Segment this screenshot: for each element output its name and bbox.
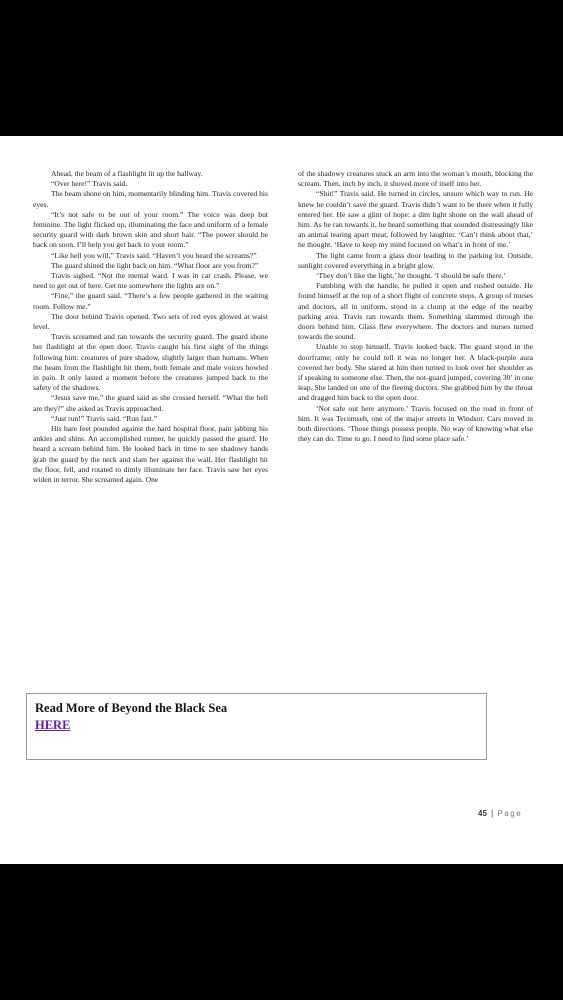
paragraph: Travis screamed and ran towards the security guard. The guard shone her flashlight at the open door. Travis caught his first sight of the things following him: creatures of pure shadow, slightly larger than humans. When the beam from the flashlight hit them, both female and male voices howled in pain. It only lasted a moment before the creatures jumped back to the safety of the shadows. <box>33 332 268 393</box>
paragraph: The light came from a glass door leading to the parking lot. Outside, sunlight covered everything in a bright glow. <box>298 250 533 270</box>
paragraph: “Fine,” the guard said. “There’s a few people gathered in the waiting room. Follow me.” <box>33 291 268 311</box>
read-more-box <box>26 693 487 760</box>
paragraph: ‘They don’t like the light,’ he thought. ‘I should be safe there.’ <box>316 271 506 281</box>
left-column <box>33 169 268 485</box>
paragraph: of the shadowy creatures stuck an arm into the woman’s mouth, blocking the scream. Then, inch by inch, it shoved more of itself into her. <box>298 169 533 189</box>
paragraph: Fumbling with the handle, he pulled it open and rushed outside. He found himself at the top of a short flight of concrete steps. A group of nurses and doctors, all in uniform, stood in a clump at the edge of the nearby parking area. Travis ran towards them. Something slammed through the doors behind him. Glass flew everywhere. The doctors and nurses turned towards the sound. <box>298 281 533 342</box>
paragraph: “Over here!” Travis said. <box>51 179 128 189</box>
page-number <box>478 809 522 818</box>
paragraph: The guard shined the light back on him. “What floor are you from?” <box>51 260 259 270</box>
right-column <box>298 169 533 444</box>
paragraph: The beam shone on him, momentarily blinding him. Travis covered his eyes. <box>33 189 268 209</box>
read-more-title: Read More of Beyond the Black Sea <box>35 701 228 715</box>
page-label: Page <box>497 809 523 818</box>
page-number-separator: | <box>491 809 494 818</box>
paragraph: “Shit!” Travis said. He turned in circles, unsure which way to run. He knew he couldn’t save the guard. Travis didn’t want to be there when it fully entered her. He saw a glint of hope: a dim light shone on the wall ahead of him. As he ran towards it, he heard something that sounded distressingly like an animal tearing apart meat, followed by laughter. ‘Can’t think about that,’ he thought. ‘Have to keep my mind focused on what’s in front of me.’ <box>298 189 533 250</box>
paragraph: “Just run!” Travis said. “Run fast.” <box>51 413 158 423</box>
paragraph: Unable to stop himself, Travis looked back. The guard stood in the doorframe; only he could tell it was no longer her. A black-purple aura covered her body. She stared at him then turned to look over her shoulder as if speaking to someone else. Then, the not-guard jumped, covering 30’ in one leap. She landed on one of the fleeing doctors. She grabbed him by the throat and dragged him back to the open door. <box>298 342 533 403</box>
read-more-link[interactable]: HERE <box>35 718 71 732</box>
paragraph: “It’s not safe to be out of your room.” The voice was deep but feminine. The light flicked up, illuminating the face and uniform of a female security guard with dark brown skin and short hair. “The power should be back on soon. I’ll help you get back to your room.” <box>33 209 268 250</box>
paragraph: Ahead, the beam of a flashlight lit up the hallway. <box>51 169 203 178</box>
paragraph: Travis sighed. “Not the mental ward. I was in car crash. Please, we need to get out of here. Get me somewhere the lights are on.” <box>33 271 268 291</box>
paragraph: “Like hell you will,” Travis said. “Haven’t you heard the screams?” <box>51 250 257 260</box>
paragraph: His bare feet pounded against the hard hospital floor, pain jabbing his ankles and shins. An accomplished runner, he quickly passed the guard. He heard a scream behind him. He looked back in time to see shadowy hands grab the guard by the neck and slam her against the wall. Her flashlight hit the floor, fell, and rotated to dimly illuminate her face. Travis saw her eyes widen in terror. She screamed again. One <box>33 424 268 485</box>
paragraph: ‘Not safe out here anymore.’ Travis focused on the road in front of him. It was Tecumseh, one of the major streets in Windsor. Cars moved in both directions. ‘Those things possess people. No way of knowing what else they can do. Time to go. I need to find some place safe.’ <box>298 403 533 444</box>
document-page <box>0 136 563 864</box>
paragraph: “Jesus save me,” the guard said as she crossed herself. “What the hell are they?” she asked as Travis approached. <box>33 393 268 413</box>
paragraph: The door behind Travis opened. Two sets of red eyes glowed at waist level. <box>33 311 268 332</box>
page-number-value: 45 <box>478 809 487 818</box>
